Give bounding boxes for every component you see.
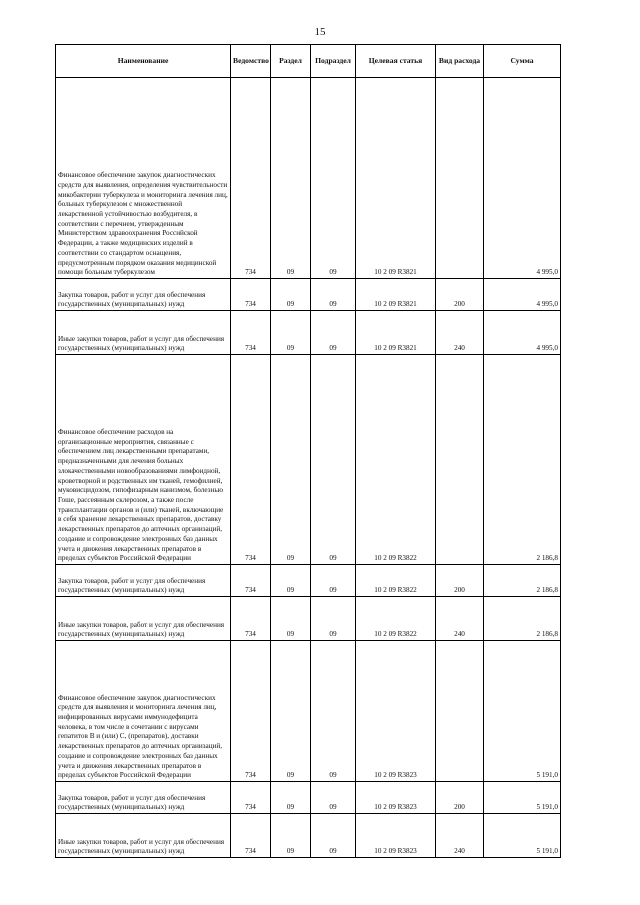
row-name: Закупка товаров, работ и услуг для обеспечения государственных (муниципальных) нужд <box>56 279 231 311</box>
row-subsection: 09 <box>311 597 356 641</box>
row-target: 10 2 09 R3823 <box>356 782 436 814</box>
row-section: 09 <box>271 565 311 597</box>
row-dept: 734 <box>231 597 271 641</box>
row-sum: 2 186,8 <box>484 597 561 641</box>
table-row <box>56 355 561 565</box>
column-header-dept: Ведомство <box>231 45 271 78</box>
row-type: 240 <box>436 814 484 858</box>
row-dept: 734 <box>231 814 271 858</box>
table-row <box>56 279 561 311</box>
row-type: 240 <box>436 597 484 641</box>
row-section: 09 <box>271 641 311 782</box>
table-row <box>56 597 561 641</box>
row-subsection: 09 <box>311 355 356 565</box>
row-sum: 5 191,0 <box>484 814 561 858</box>
row-sum: 4 995,0 <box>484 279 561 311</box>
row-target: 10 2 09 R3821 <box>356 311 436 355</box>
row-section: 09 <box>271 782 311 814</box>
row-subsection: 09 <box>311 782 356 814</box>
row-target: 10 2 09 R3821 <box>356 279 436 311</box>
row-section: 09 <box>271 814 311 858</box>
row-dept: 734 <box>231 311 271 355</box>
column-header-target: Целевая статья <box>356 45 436 78</box>
row-name: Закупка товаров, работ и услуг для обеспечения государственных (муниципальных) нужд <box>56 782 231 814</box>
row-dept: 734 <box>231 641 271 782</box>
column-header-sum: Сумма <box>484 45 561 78</box>
row-target: 10 2 09 R3823 <box>356 814 436 858</box>
table-row <box>56 641 561 782</box>
row-type: 240 <box>436 311 484 355</box>
row-type: 200 <box>436 565 484 597</box>
row-section: 09 <box>271 355 311 565</box>
row-target: 10 2 09 R3822 <box>356 565 436 597</box>
column-header-type: Вид расхода <box>436 45 484 78</box>
row-target: 10 2 09 R3822 <box>356 597 436 641</box>
row-subsection: 09 <box>311 311 356 355</box>
row-target: 10 2 09 R3821 <box>356 78 436 279</box>
row-section: 09 <box>271 597 311 641</box>
row-name: Финансовое обеспечение закупок диагностических средств для выявления, определения чувствительности микобактерии туберкулеза и мониторинга лечения лиц, больных туберкулезом с множественной лекарственной устойчивостью возбудителя, в соответствии с перечнем, утвержденным Министерством здравоохранения Российской Федерации, а также медицинских изделий в соответствии со стандартом оснащения, предусмотренным порядком оказания медицинской помощи больным туберкулезом <box>56 78 231 279</box>
row-sum: 4 995,0 <box>484 311 561 355</box>
table-row <box>56 814 561 858</box>
row-name: Иные закупки товаров, работ и услуг для обеспечения государственных (муниципальных) нужд <box>56 814 231 858</box>
row-section: 09 <box>271 279 311 311</box>
row-dept: 734 <box>231 782 271 814</box>
row-name: Иные закупки товаров, работ и услуг для обеспечения государственных (муниципальных) нужд <box>56 597 231 641</box>
row-subsection: 09 <box>311 279 356 311</box>
column-header-name: Наименование <box>56 45 231 78</box>
table-row <box>56 311 561 355</box>
row-type: 200 <box>436 279 484 311</box>
row-dept: 734 <box>231 565 271 597</box>
table-row <box>56 782 561 814</box>
row-sum: 2 186,8 <box>484 355 561 565</box>
row-dept: 734 <box>231 355 271 565</box>
column-header-subsection: Подраздел <box>311 45 356 78</box>
row-subsection: 09 <box>311 78 356 279</box>
row-name: Финансовое обеспечение расходов на организационные мероприятия, связанные с обеспечением лиц лекарственными препаратами, предназначенными для лечения больных злокачественными новообразованиями лимфоидной, кроветворной и родственных им тканей, гемофилией, муковисцидозом, гипофизарным нанизмом, болезнью Гоше, рассеянным склерозом, а также после трансплантации органов и (или) тканей, включающие в себя хранение лекарственных препаратов, доставку лекарственных препаратов до аптечных организаций, создание и сопровождение электронных баз данных учета и движения лекарственных препаратов в пределах субъектов Российской Федерации <box>56 355 231 565</box>
row-name: Закупка товаров, работ и услуг для обеспечения государственных (муниципальных) нужд <box>56 565 231 597</box>
table-row <box>56 78 561 279</box>
row-type: 200 <box>436 782 484 814</box>
row-subsection: 09 <box>311 814 356 858</box>
row-subsection: 09 <box>311 565 356 597</box>
row-target: 10 2 09 R3822 <box>356 355 436 565</box>
column-header-section: Раздел <box>271 45 311 78</box>
row-target: 10 2 09 R3823 <box>356 641 436 782</box>
row-name: Финансовое обеспечение закупок диагностических средств для выявления и мониторинга лечения лиц, инфицированных вирусами иммунодефицита человека, в том числе в сочетании с вирусами гепатитов B и (или) C, (препаратов), доставки лекарственных препаратов до аптечных организаций, создание и сопровождение электронных баз данных учета и движения лекарственных препаратов в пределах субъектов Российской Федерации <box>56 641 231 782</box>
table-row <box>56 565 561 597</box>
row-sum: 5 191,0 <box>484 641 561 782</box>
row-subsection: 09 <box>311 641 356 782</box>
row-section: 09 <box>271 311 311 355</box>
row-sum: 5 191,0 <box>484 782 561 814</box>
row-type <box>436 641 484 782</box>
row-dept: 734 <box>231 78 271 279</box>
row-section: 09 <box>271 78 311 279</box>
row-name: Иные закупки товаров, работ и услуг для обеспечения государственных (муниципальных) нужд <box>56 311 231 355</box>
row-type <box>436 355 484 565</box>
page-number: 15 <box>314 26 326 38</box>
row-type <box>436 78 484 279</box>
row-dept: 734 <box>231 279 271 311</box>
row-sum: 2 186,8 <box>484 565 561 597</box>
budget-table <box>55 44 561 858</box>
row-sum: 4 995,0 <box>484 78 561 279</box>
table-header-row <box>56 45 561 78</box>
